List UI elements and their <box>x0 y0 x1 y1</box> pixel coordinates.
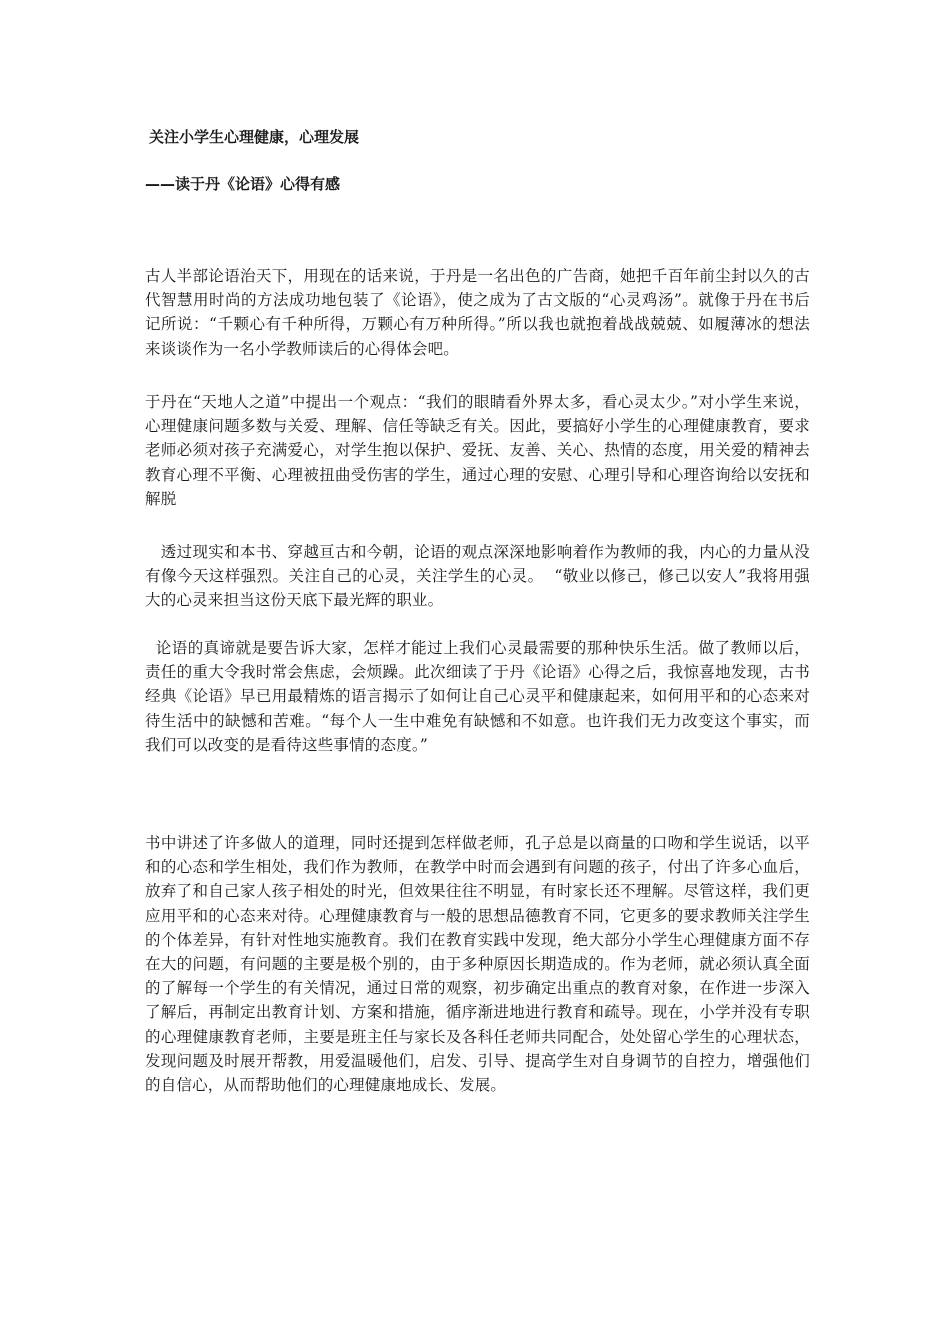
paragraph-4: 论语的真谛就是要告诉大家，怎样才能过上我们心灵最需要的那种快乐生活。做了教师以后，责任的重大令我时常会焦虑，会烦躁。此次细读了于丹《论语》心得之后，我惊喜地发现，古书经典《论语》早已用最精炼的语言揭示了如何让自己心灵平和健康起来，如何用平和的心态来对待生活中的缺憾和苦难。“每个人一生中难免有缺憾和不如意。也许我们无力改变这个事实，而我们可以改变的是看待这些事情的态度。” <box>145 639 810 754</box>
paragraph-3: 透过现实和本书、穿越亘古和今朝，论语的观点深深地影响着作为教师的我，内心的力量从没有像今天这样强烈。关注自己的心灵，关注学生的心灵。 “敬业以修己，修己以安人”我将用强大的心灵来担当这份天底下最光辉的职业。 <box>145 543 810 610</box>
document-subtitle: ——读于丹《论语》心得有感 <box>145 175 341 193</box>
paragraph-5: 书中讲述了许多做人的道理，同时还提到怎样做老师，孔子总是以商量的口吻和学生说话，以平和的心态和学生相处，我们作为教师，在教学中时而会遇到有问题的孩子，付出了许多心血后，放弃了和自己家人孩子相处的时光，但效果往往不明显，有时家长还不理解。尽管这样，我们更应用平和的心态来对待。心理健康教育与一般的思想品德教育不同，它更多的要求教师关注学生的个体差异，有针对性地实施教育。我们在教育实践中发现，绝大部分小学生心理健康方面不存在大的问题，有问题的主要是极个别的，由于多种原因长期造成的。作为老师，就必须认真全面的了解每一个学生的有关情况，通过日常的观察，初步确定出重点的教育对象，在作进一步深入了解后，再制定出教育计划、方案和措施，循序渐进地进行教育和疏导。现在，小学并没有专职的心理健康教育老师，主要是班主任与家长及各科任老师共同配合，处处留心学生的心理状态，发现问题及时展开帮教，用爱温暖他们，启发、引导、提高学生对自身调节的自控力，增强他们的自信心，从而帮助他们的心理健康地成长、发展。 <box>145 834 810 1095</box>
paragraph-1: 古人半部论语治天下，用现在的话来说，于丹是一名出色的广告商，她把千百年前尘封以久的古代智慧用时尚的方法成功地包装了《论语》，使之成为了古文版的“心灵鸡汤”。就像于丹在书后记所说：“千颗心有千种所得，万颗心有万种所得。”所以我也就抱着战战兢兢、如履薄冰的想法来谈谈作为一名小学教师读后的心得体会吧。 <box>145 267 810 358</box>
document-title: 关注小学生心理健康，心理发展 <box>149 128 360 146</box>
paragraph-2: 于丹在“天地人之道”中提出一个观点：“我们的眼睛看外界太多，看心灵太少。”对小学生来说，心理健康问题多数与关爱、理解、信任等缺乏有关。因此，要搞好小学生的心理健康教育，要求老师必须对孩子充满爱心，对学生抱以保护、爱抚、友善、关心、热情的态度，用关爱的精神去教育心理不平衡、心理被扭曲受伤害的学生，通过心理的安慰、心理引导和心理咨询给以安抚和解脱 <box>145 393 810 508</box>
